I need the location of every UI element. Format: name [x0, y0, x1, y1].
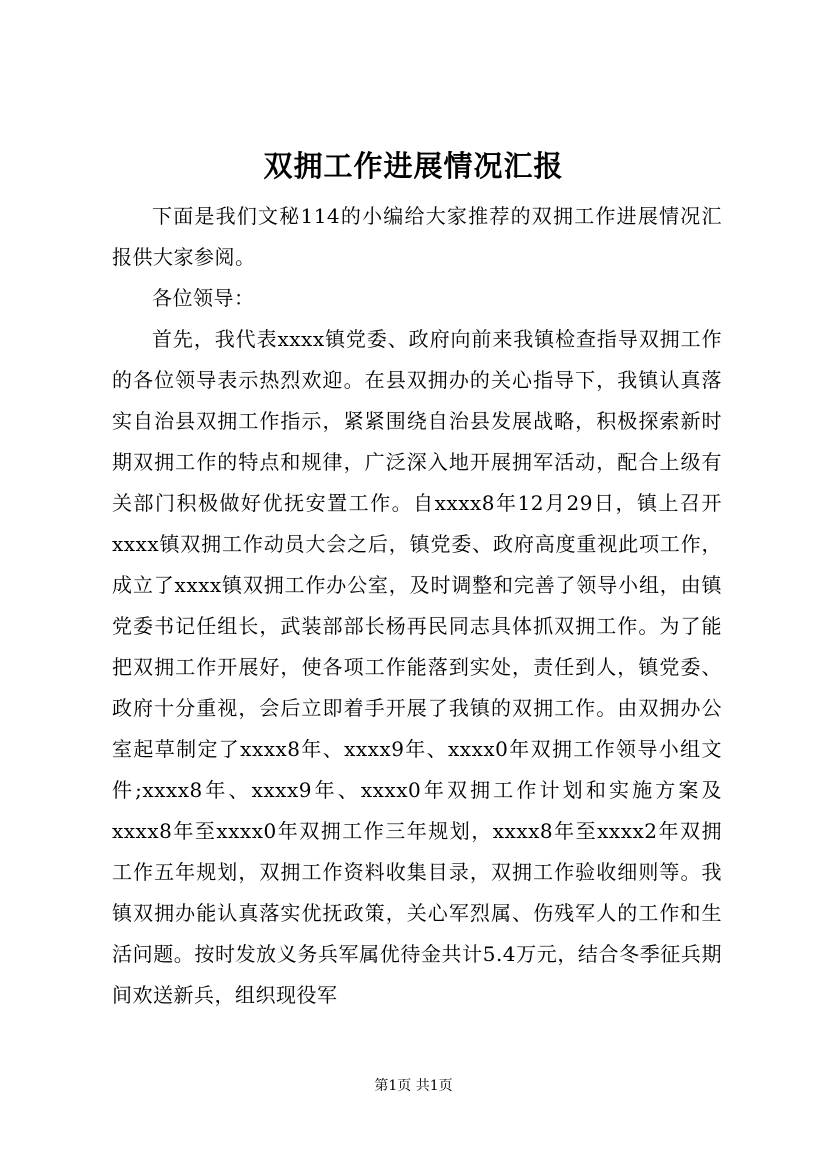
salutation-paragraph: 各位领导：	[152, 286, 255, 310]
intro-paragraph: 下面是我们文秘114的小编给大家推荐的双拥工作进展情况汇报供大家参阅。	[112, 204, 722, 269]
main-paragraph: 首先，我代表xxxx镇党委、政府向前来我镇检查指导双拥工作的各位领导表示热烈欢迎。在县双拥办的关心指导下，我镇认真落实自治县双拥工作指示，紧紧围绕自治县发展战略，积极探索新时期双拥工作的特点和规律，广泛深入地开展拥军活动，配合上级有关部门积极做好优抚安置工作。自xxxx8年12月29日，镇上召开xxxx镇双拥工作动员大会之后，镇党委、政府高度重视此项工作，成立了xxxx镇双拥工作办公室，及时调整和完善了领导小组，由镇党委书记任组长，武装部部长杨再民同志具体抓双拥工作。为了能把双拥工作开展好，使各项工作能落到实处，责任到人，镇党委、政府十分重视，会后立即着手开展了我镇的双拥工作。由双拥办公室起草制定了xxxx8年、xxxx9年、xxxx0年双拥工作领导小组文件;xxxx8年、xxxx9年、xxxx0年双拥工作计划和实施方案及xxxx8年至xxxx0年双拥工作三年规划，xxxx8年至xxxx2年双拥工作五年规划，双拥工作资料收集目录，双拥工作验收细则等。我镇双拥办能认真落实优抚政策，关心军烈属、伤残军人的工作和生活问题。按时发放义务兵军属优待金共计5.4万元，结合冬季征兵期间欢送新兵，组织现役军	[112, 327, 722, 1007]
page-number-footer: 第1页 共1页	[374, 1078, 453, 1094]
document-body	[112, 196, 722, 1016]
document-title: 双拥工作进展情况汇报	[263, 149, 564, 183]
